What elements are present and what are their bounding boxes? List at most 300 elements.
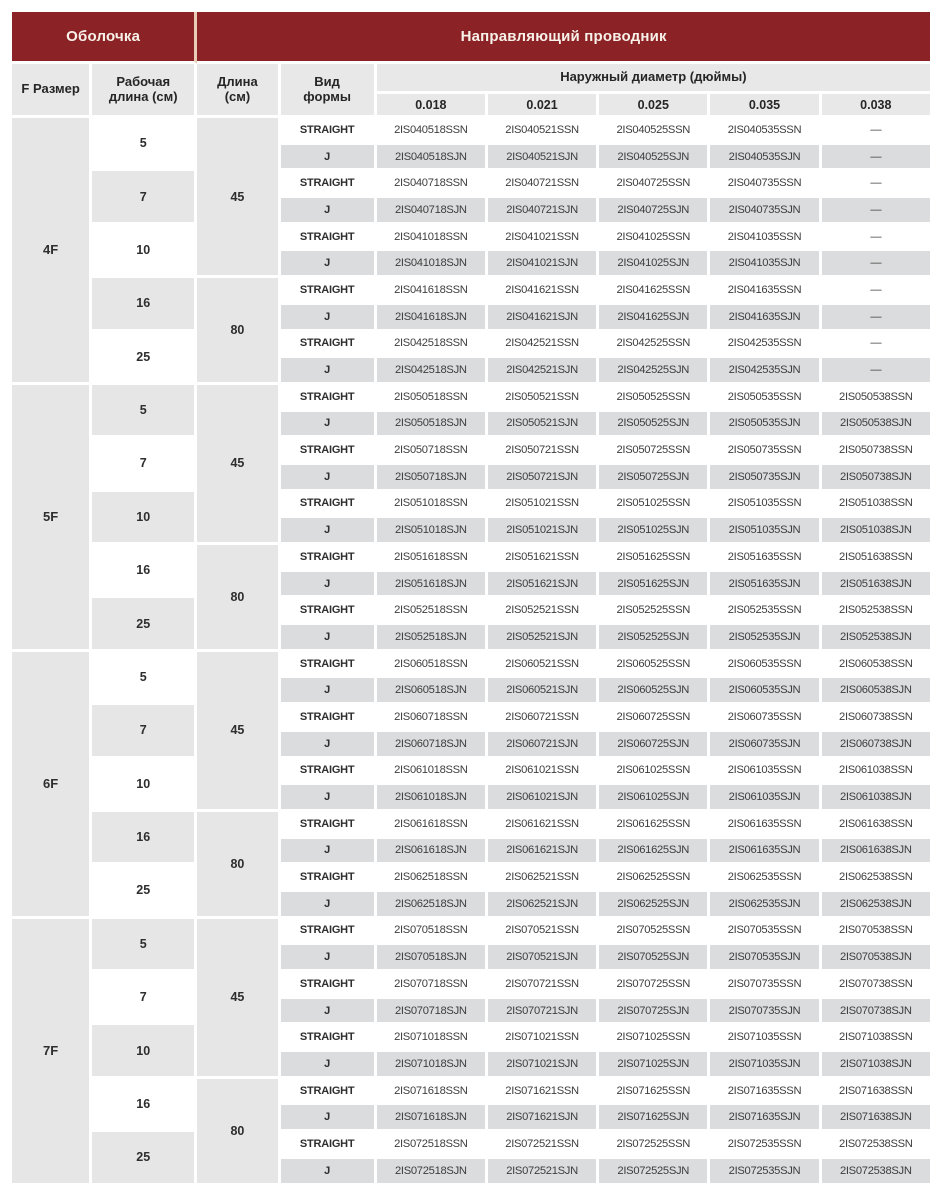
working-length-cell: 5 <box>92 118 197 171</box>
guide-length-cell: 45 <box>197 385 280 545</box>
table-row <box>12 171 933 198</box>
code-cell: 2IS072521SSN <box>488 1132 599 1159</box>
code-cell: 2IS042518SSN <box>377 332 488 359</box>
code-cell: 2IS061038SJN <box>822 785 933 812</box>
shape-cell: STRAIGHT <box>281 1079 377 1106</box>
table-row <box>12 705 933 732</box>
code-cell: 2IS071625SJN <box>599 1105 710 1132</box>
diameter-header-038: 0.038 <box>822 94 933 118</box>
code-cell: 2IS040718SSN <box>377 171 488 198</box>
code-cell: 2IS041035SJN <box>710 251 821 278</box>
code-cell: 2IS070521SJN <box>488 945 599 972</box>
code-cell: 2IS070538SSN <box>822 919 933 946</box>
code-cell: 2IS060738SSN <box>822 705 933 732</box>
code-cell: 2IS070718SSN <box>377 972 488 999</box>
code-cell: 2IS050735SSN <box>710 438 821 465</box>
column-header-row <box>12 64 933 94</box>
code-cell: 2IS062525SJN <box>599 892 710 919</box>
code-cell: 2IS070525SJN <box>599 945 710 972</box>
working-length-cell: 7 <box>92 705 197 758</box>
code-cell: 2IS070721SJN <box>488 999 599 1026</box>
code-cell: 2IS070735SSN <box>710 972 821 999</box>
guide-length-cell: 45 <box>197 118 280 278</box>
table-row <box>12 598 933 625</box>
code-cell: 2IS070721SSN <box>488 972 599 999</box>
code-cell: 2IS051618SSN <box>377 545 488 572</box>
shape-cell: STRAIGHT <box>281 812 377 839</box>
code-cell: 2IS050721SJN <box>488 465 599 492</box>
code-cell: 2IS070535SJN <box>710 945 821 972</box>
code-cell: 2IS062538SJN <box>822 892 933 919</box>
code-cell: 2IS072518SJN <box>377 1159 488 1186</box>
code-cell: 2IS051625SJN <box>599 572 710 599</box>
header-group-row <box>12 12 933 64</box>
code-cell: 2IS071625SSN <box>599 1079 710 1106</box>
shape-cell: J <box>281 732 377 759</box>
f-size-cell: 7F <box>12 919 92 1186</box>
length-header: Длина (см) <box>197 64 280 118</box>
diameter-header-025: 0.025 <box>599 94 710 118</box>
code-cell: 2IS050521SSN <box>488 385 599 412</box>
shape-cell: STRAIGHT <box>281 598 377 625</box>
shape-cell: STRAIGHT <box>281 438 377 465</box>
code-cell: 2IS060538SJN <box>822 678 933 705</box>
code-cell: 2IS050518SSN <box>377 385 488 412</box>
code-cell: 2IS041635SSN <box>710 278 821 305</box>
shape-cell: J <box>281 1159 377 1186</box>
table-row <box>12 438 933 465</box>
code-cell: 2IS052535SSN <box>710 598 821 625</box>
code-cell: 2IS040735SSN <box>710 171 821 198</box>
code-cell: 2IS071025SJN <box>599 1052 710 1079</box>
code-cell: 2IS051635SSN <box>710 545 821 572</box>
guide-length-cell: 80 <box>197 545 280 652</box>
shape-cell: J <box>281 785 377 812</box>
shape-cell: STRAIGHT <box>281 118 377 145</box>
code-cell: 2IS070535SSN <box>710 919 821 946</box>
code-cell: 2IS050518SJN <box>377 412 488 439</box>
code-cell: 2IS070738SSN <box>822 972 933 999</box>
table-row <box>12 812 933 839</box>
code-cell: 2IS071618SSN <box>377 1079 488 1106</box>
code-cell: — <box>822 305 933 332</box>
code-cell: 2IS050538SJN <box>822 412 933 439</box>
guide-length-cell: 80 <box>197 278 280 385</box>
code-cell: 2IS042535SJN <box>710 358 821 385</box>
table-row <box>12 385 933 412</box>
code-cell: 2IS052518SJN <box>377 625 488 652</box>
code-cell: 2IS070518SSN <box>377 919 488 946</box>
shape-cell: J <box>281 572 377 599</box>
code-cell: 2IS070735SJN <box>710 999 821 1026</box>
working-length-cell: 7 <box>92 438 197 491</box>
code-cell: 2IS041025SSN <box>599 225 710 252</box>
code-cell: 2IS070725SSN <box>599 972 710 999</box>
code-cell: 2IS060521SJN <box>488 678 599 705</box>
table-row <box>12 1079 933 1106</box>
working-length-cell: 16 <box>92 1079 197 1132</box>
code-cell: 2IS070538SJN <box>822 945 933 972</box>
code-cell: 2IS062521SSN <box>488 865 599 892</box>
table-row <box>12 759 933 786</box>
code-cell: 2IS052525SJN <box>599 625 710 652</box>
code-cell: 2IS040725SJN <box>599 198 710 225</box>
code-cell: 2IS051638SJN <box>822 572 933 599</box>
shape-cell: J <box>281 1052 377 1079</box>
code-cell: 2IS050721SSN <box>488 438 599 465</box>
sheath-header: Оболочка <box>12 12 197 64</box>
code-cell: 2IS060735SJN <box>710 732 821 759</box>
code-cell: 2IS051021SSN <box>488 492 599 519</box>
code-cell: 2IS050718SJN <box>377 465 488 492</box>
code-cell: 2IS050718SSN <box>377 438 488 465</box>
code-cell: 2IS061638SSN <box>822 812 933 839</box>
shape-cell: STRAIGHT <box>281 1025 377 1052</box>
shape-cell: STRAIGHT <box>281 171 377 198</box>
f-size-cell: 5F <box>12 385 92 652</box>
code-cell: 2IS040535SSN <box>710 118 821 145</box>
code-cell: 2IS060521SSN <box>488 652 599 679</box>
code-cell: 2IS051025SSN <box>599 492 710 519</box>
code-cell: 2IS050535SSN <box>710 385 821 412</box>
code-cell: 2IS050535SJN <box>710 412 821 439</box>
table-row <box>12 972 933 999</box>
table-row <box>12 1025 933 1052</box>
shape-cell: STRAIGHT <box>281 332 377 359</box>
code-cell: 2IS051638SSN <box>822 545 933 572</box>
shape-cell: J <box>281 251 377 278</box>
code-cell: 2IS072518SSN <box>377 1132 488 1159</box>
code-cell: 2IS070738SJN <box>822 999 933 1026</box>
working-length-cell: 7 <box>92 171 197 224</box>
table-row <box>12 652 933 679</box>
code-cell: 2IS040721SJN <box>488 198 599 225</box>
code-cell: 2IS062525SSN <box>599 865 710 892</box>
working-length-cell: 16 <box>92 545 197 598</box>
shape-cell: STRAIGHT <box>281 865 377 892</box>
table-row <box>12 225 933 252</box>
outer-diameter-header: Наружный диаметр (дюймы) <box>377 64 933 94</box>
code-cell: — <box>822 358 933 385</box>
code-cell: 2IS070725SJN <box>599 999 710 1026</box>
code-cell: 2IS060735SSN <box>710 705 821 732</box>
code-cell: 2IS040725SSN <box>599 171 710 198</box>
code-cell: 2IS052535SJN <box>710 625 821 652</box>
guidewire-header: Направляющий проводник <box>197 12 933 64</box>
f-size-header: F Размер <box>12 64 92 118</box>
code-cell: 2IS040521SSN <box>488 118 599 145</box>
shape-cell: STRAIGHT <box>281 1132 377 1159</box>
code-cell: 2IS041635SJN <box>710 305 821 332</box>
code-cell: 2IS060721SSN <box>488 705 599 732</box>
code-cell: 2IS071035SSN <box>710 1025 821 1052</box>
code-cell: 2IS071635SJN <box>710 1105 821 1132</box>
shape-cell: J <box>281 198 377 225</box>
code-cell: 2IS052521SSN <box>488 598 599 625</box>
code-cell: 2IS061635SJN <box>710 839 821 866</box>
table-row <box>12 865 933 892</box>
code-cell: 2IS041621SJN <box>488 305 599 332</box>
code-cell: 2IS061021SSN <box>488 759 599 786</box>
code-cell: 2IS071635SSN <box>710 1079 821 1106</box>
code-cell: 2IS072521SJN <box>488 1159 599 1186</box>
code-cell: 2IS052538SJN <box>822 625 933 652</box>
working-length-cell: 25 <box>92 598 197 651</box>
shape-cell: J <box>281 892 377 919</box>
table-row <box>12 1132 933 1159</box>
code-cell: 2IS061018SSN <box>377 759 488 786</box>
code-cell: 2IS071025SSN <box>599 1025 710 1052</box>
shape-cell: STRAIGHT <box>281 385 377 412</box>
working-length-cell: 25 <box>92 332 197 385</box>
working-length-cell: 5 <box>92 652 197 705</box>
code-cell: 2IS042535SSN <box>710 332 821 359</box>
code-cell: 2IS050725SJN <box>599 465 710 492</box>
code-cell: 2IS060525SSN <box>599 652 710 679</box>
code-cell: 2IS042518SJN <box>377 358 488 385</box>
shape-cell: J <box>281 358 377 385</box>
shape-cell: J <box>281 839 377 866</box>
code-cell: 2IS051018SJN <box>377 518 488 545</box>
shape-cell: STRAIGHT <box>281 705 377 732</box>
shape-cell: J <box>281 999 377 1026</box>
diameter-header-021: 0.021 <box>488 94 599 118</box>
code-cell: — <box>822 251 933 278</box>
shape-cell: J <box>281 145 377 172</box>
code-cell: 2IS060525SJN <box>599 678 710 705</box>
code-cell: 2IS042525SJN <box>599 358 710 385</box>
code-cell: 2IS061035SSN <box>710 759 821 786</box>
code-cell: 2IS062535SJN <box>710 892 821 919</box>
code-cell: 2IS060721SJN <box>488 732 599 759</box>
code-cell: 2IS051625SSN <box>599 545 710 572</box>
code-cell: 2IS040518SSN <box>377 118 488 145</box>
code-cell: 2IS070518SJN <box>377 945 488 972</box>
shape-cell: STRAIGHT <box>281 492 377 519</box>
code-cell: 2IS062538SSN <box>822 865 933 892</box>
code-cell: 2IS050525SSN <box>599 385 710 412</box>
code-cell: 2IS061038SSN <box>822 759 933 786</box>
shape-cell: J <box>281 412 377 439</box>
code-cell: 2IS060725SJN <box>599 732 710 759</box>
code-cell: 2IS061021SJN <box>488 785 599 812</box>
shape-cell: STRAIGHT <box>281 545 377 572</box>
table-row <box>12 332 933 359</box>
code-cell: 2IS050735SJN <box>710 465 821 492</box>
code-cell: 2IS060518SJN <box>377 678 488 705</box>
code-cell: 2IS040721SSN <box>488 171 599 198</box>
code-cell: 2IS061618SJN <box>377 839 488 866</box>
code-cell: 2IS041025SJN <box>599 251 710 278</box>
code-cell: 2IS070718SJN <box>377 999 488 1026</box>
code-cell: 2IS040735SJN <box>710 198 821 225</box>
code-cell: 2IS060518SSN <box>377 652 488 679</box>
code-cell: — <box>822 145 933 172</box>
code-cell: 2IS061625SJN <box>599 839 710 866</box>
shape-cell: STRAIGHT <box>281 652 377 679</box>
code-cell: 2IS071038SJN <box>822 1052 933 1079</box>
code-cell: 2IS061025SJN <box>599 785 710 812</box>
code-cell: 2IS062518SSN <box>377 865 488 892</box>
code-cell: 2IS052521SJN <box>488 625 599 652</box>
shape-cell: J <box>281 465 377 492</box>
working-length-header: Рабочая длина (см) <box>92 64 197 118</box>
guide-length-cell: 80 <box>197 812 280 919</box>
guide-length-cell: 45 <box>197 919 280 1079</box>
working-length-cell: 10 <box>92 1025 197 1078</box>
code-cell: 2IS041625SJN <box>599 305 710 332</box>
code-cell: 2IS070521SSN <box>488 919 599 946</box>
code-cell: 2IS051018SSN <box>377 492 488 519</box>
code-cell: 2IS071038SSN <box>822 1025 933 1052</box>
shape-cell: STRAIGHT <box>281 759 377 786</box>
code-cell: 2IS040718SJN <box>377 198 488 225</box>
code-cell: 2IS051038SJN <box>822 518 933 545</box>
code-cell: 2IS060538SSN <box>822 652 933 679</box>
code-cell: 2IS062518SJN <box>377 892 488 919</box>
code-cell: 2IS052538SSN <box>822 598 933 625</box>
code-cell: 2IS042521SSN <box>488 332 599 359</box>
code-cell: 2IS042525SSN <box>599 332 710 359</box>
code-cell: 2IS041621SSN <box>488 278 599 305</box>
working-length-cell: 10 <box>92 759 197 812</box>
code-cell: 2IS070525SSN <box>599 919 710 946</box>
code-cell: 2IS071621SJN <box>488 1105 599 1132</box>
working-length-cell: 10 <box>92 225 197 278</box>
working-length-cell: 7 <box>92 972 197 1025</box>
code-cell: 2IS040525SJN <box>599 145 710 172</box>
shape-cell: J <box>281 305 377 332</box>
code-cell: 2IS051035SJN <box>710 518 821 545</box>
code-cell: 2IS061625SSN <box>599 812 710 839</box>
code-cell: 2IS051035SSN <box>710 492 821 519</box>
code-cell: 2IS040518SJN <box>377 145 488 172</box>
code-cell: 2IS050725SSN <box>599 438 710 465</box>
code-cell: 2IS041035SSN <box>710 225 821 252</box>
code-cell: 2IS050525SJN <box>599 412 710 439</box>
shape-cell: STRAIGHT <box>281 278 377 305</box>
shape-cell: J <box>281 518 377 545</box>
code-cell: 2IS051621SJN <box>488 572 599 599</box>
code-cell: 2IS061621SJN <box>488 839 599 866</box>
working-length-cell: 16 <box>92 278 197 331</box>
code-cell: — <box>822 118 933 145</box>
code-cell: 2IS061025SSN <box>599 759 710 786</box>
code-cell: 2IS041021SJN <box>488 251 599 278</box>
code-cell: 2IS071638SJN <box>822 1105 933 1132</box>
code-cell: — <box>822 171 933 198</box>
code-cell: 2IS072535SJN <box>710 1159 821 1186</box>
code-cell: 2IS071621SSN <box>488 1079 599 1106</box>
shape-cell: J <box>281 1105 377 1132</box>
code-cell: 2IS061618SSN <box>377 812 488 839</box>
code-cell: 2IS050738SJN <box>822 465 933 492</box>
shape-cell: J <box>281 625 377 652</box>
guide-length-cell: 45 <box>197 652 280 812</box>
code-cell: 2IS041021SSN <box>488 225 599 252</box>
code-cell: 2IS041618SJN <box>377 305 488 332</box>
code-cell: 2IS051621SSN <box>488 545 599 572</box>
code-cell: 2IS051618SJN <box>377 572 488 599</box>
code-cell: 2IS071638SSN <box>822 1079 933 1106</box>
code-cell: 2IS041625SSN <box>599 278 710 305</box>
working-length-cell: 25 <box>92 865 197 918</box>
table-row <box>12 278 933 305</box>
table-row <box>12 545 933 572</box>
code-cell: 2IS040521SJN <box>488 145 599 172</box>
code-cell: 2IS062535SSN <box>710 865 821 892</box>
code-cell: — <box>822 198 933 225</box>
code-cell: 2IS060738SJN <box>822 732 933 759</box>
code-cell: 2IS071035SJN <box>710 1052 821 1079</box>
table-row <box>12 492 933 519</box>
diameter-header-018: 0.018 <box>377 94 488 118</box>
code-cell: 2IS050538SSN <box>822 385 933 412</box>
shape-cell: J <box>281 945 377 972</box>
shape-cell: STRAIGHT <box>281 225 377 252</box>
shape-cell: J <box>281 678 377 705</box>
code-cell: — <box>822 278 933 305</box>
code-cell: 2IS050738SSN <box>822 438 933 465</box>
f-size-cell: 6F <box>12 652 92 919</box>
code-cell: 2IS051021SJN <box>488 518 599 545</box>
working-length-cell: 10 <box>92 492 197 545</box>
working-length-cell: 25 <box>92 1132 197 1185</box>
table-row <box>12 919 933 946</box>
product-code-table <box>12 12 933 1186</box>
code-cell: 2IS061638SJN <box>822 839 933 866</box>
table-row <box>12 118 933 145</box>
working-length-cell: 5 <box>92 385 197 438</box>
code-cell: 2IS041018SSN <box>377 225 488 252</box>
code-cell: 2IS061035SJN <box>710 785 821 812</box>
code-cell: 2IS050521SJN <box>488 412 599 439</box>
code-cell: 2IS072525SJN <box>599 1159 710 1186</box>
working-length-cell: 5 <box>92 919 197 972</box>
guide-length-cell: 80 <box>197 1079 280 1186</box>
code-cell: 2IS071018SJN <box>377 1052 488 1079</box>
code-cell: 2IS071021SJN <box>488 1052 599 1079</box>
code-cell: 2IS051025SJN <box>599 518 710 545</box>
shape-cell: STRAIGHT <box>281 972 377 999</box>
code-cell: 2IS041618SSN <box>377 278 488 305</box>
code-cell: 2IS060725SSN <box>599 705 710 732</box>
code-cell: 2IS061621SSN <box>488 812 599 839</box>
code-cell: — <box>822 225 933 252</box>
code-cell: 2IS060718SJN <box>377 732 488 759</box>
code-cell: 2IS072538SJN <box>822 1159 933 1186</box>
code-cell: 2IS052518SSN <box>377 598 488 625</box>
shape-cell: STRAIGHT <box>281 919 377 946</box>
code-cell: 2IS061635SSN <box>710 812 821 839</box>
code-cell: 2IS062521SJN <box>488 892 599 919</box>
code-cell: 2IS072535SSN <box>710 1132 821 1159</box>
code-cell: 2IS042521SJN <box>488 358 599 385</box>
code-cell: 2IS071618SJN <box>377 1105 488 1132</box>
code-cell: 2IS072538SSN <box>822 1132 933 1159</box>
code-cell: 2IS071018SSN <box>377 1025 488 1052</box>
code-cell: 2IS061018SJN <box>377 785 488 812</box>
f-size-cell: 4F <box>12 118 92 385</box>
code-cell: 2IS051635SJN <box>710 572 821 599</box>
code-cell: 2IS041018SJN <box>377 251 488 278</box>
code-cell: 2IS060535SJN <box>710 678 821 705</box>
code-cell: 2IS072525SSN <box>599 1132 710 1159</box>
diameter-header-035: 0.035 <box>710 94 821 118</box>
code-cell: 2IS071021SSN <box>488 1025 599 1052</box>
code-cell: 2IS052525SSN <box>599 598 710 625</box>
code-cell: 2IS060535SSN <box>710 652 821 679</box>
